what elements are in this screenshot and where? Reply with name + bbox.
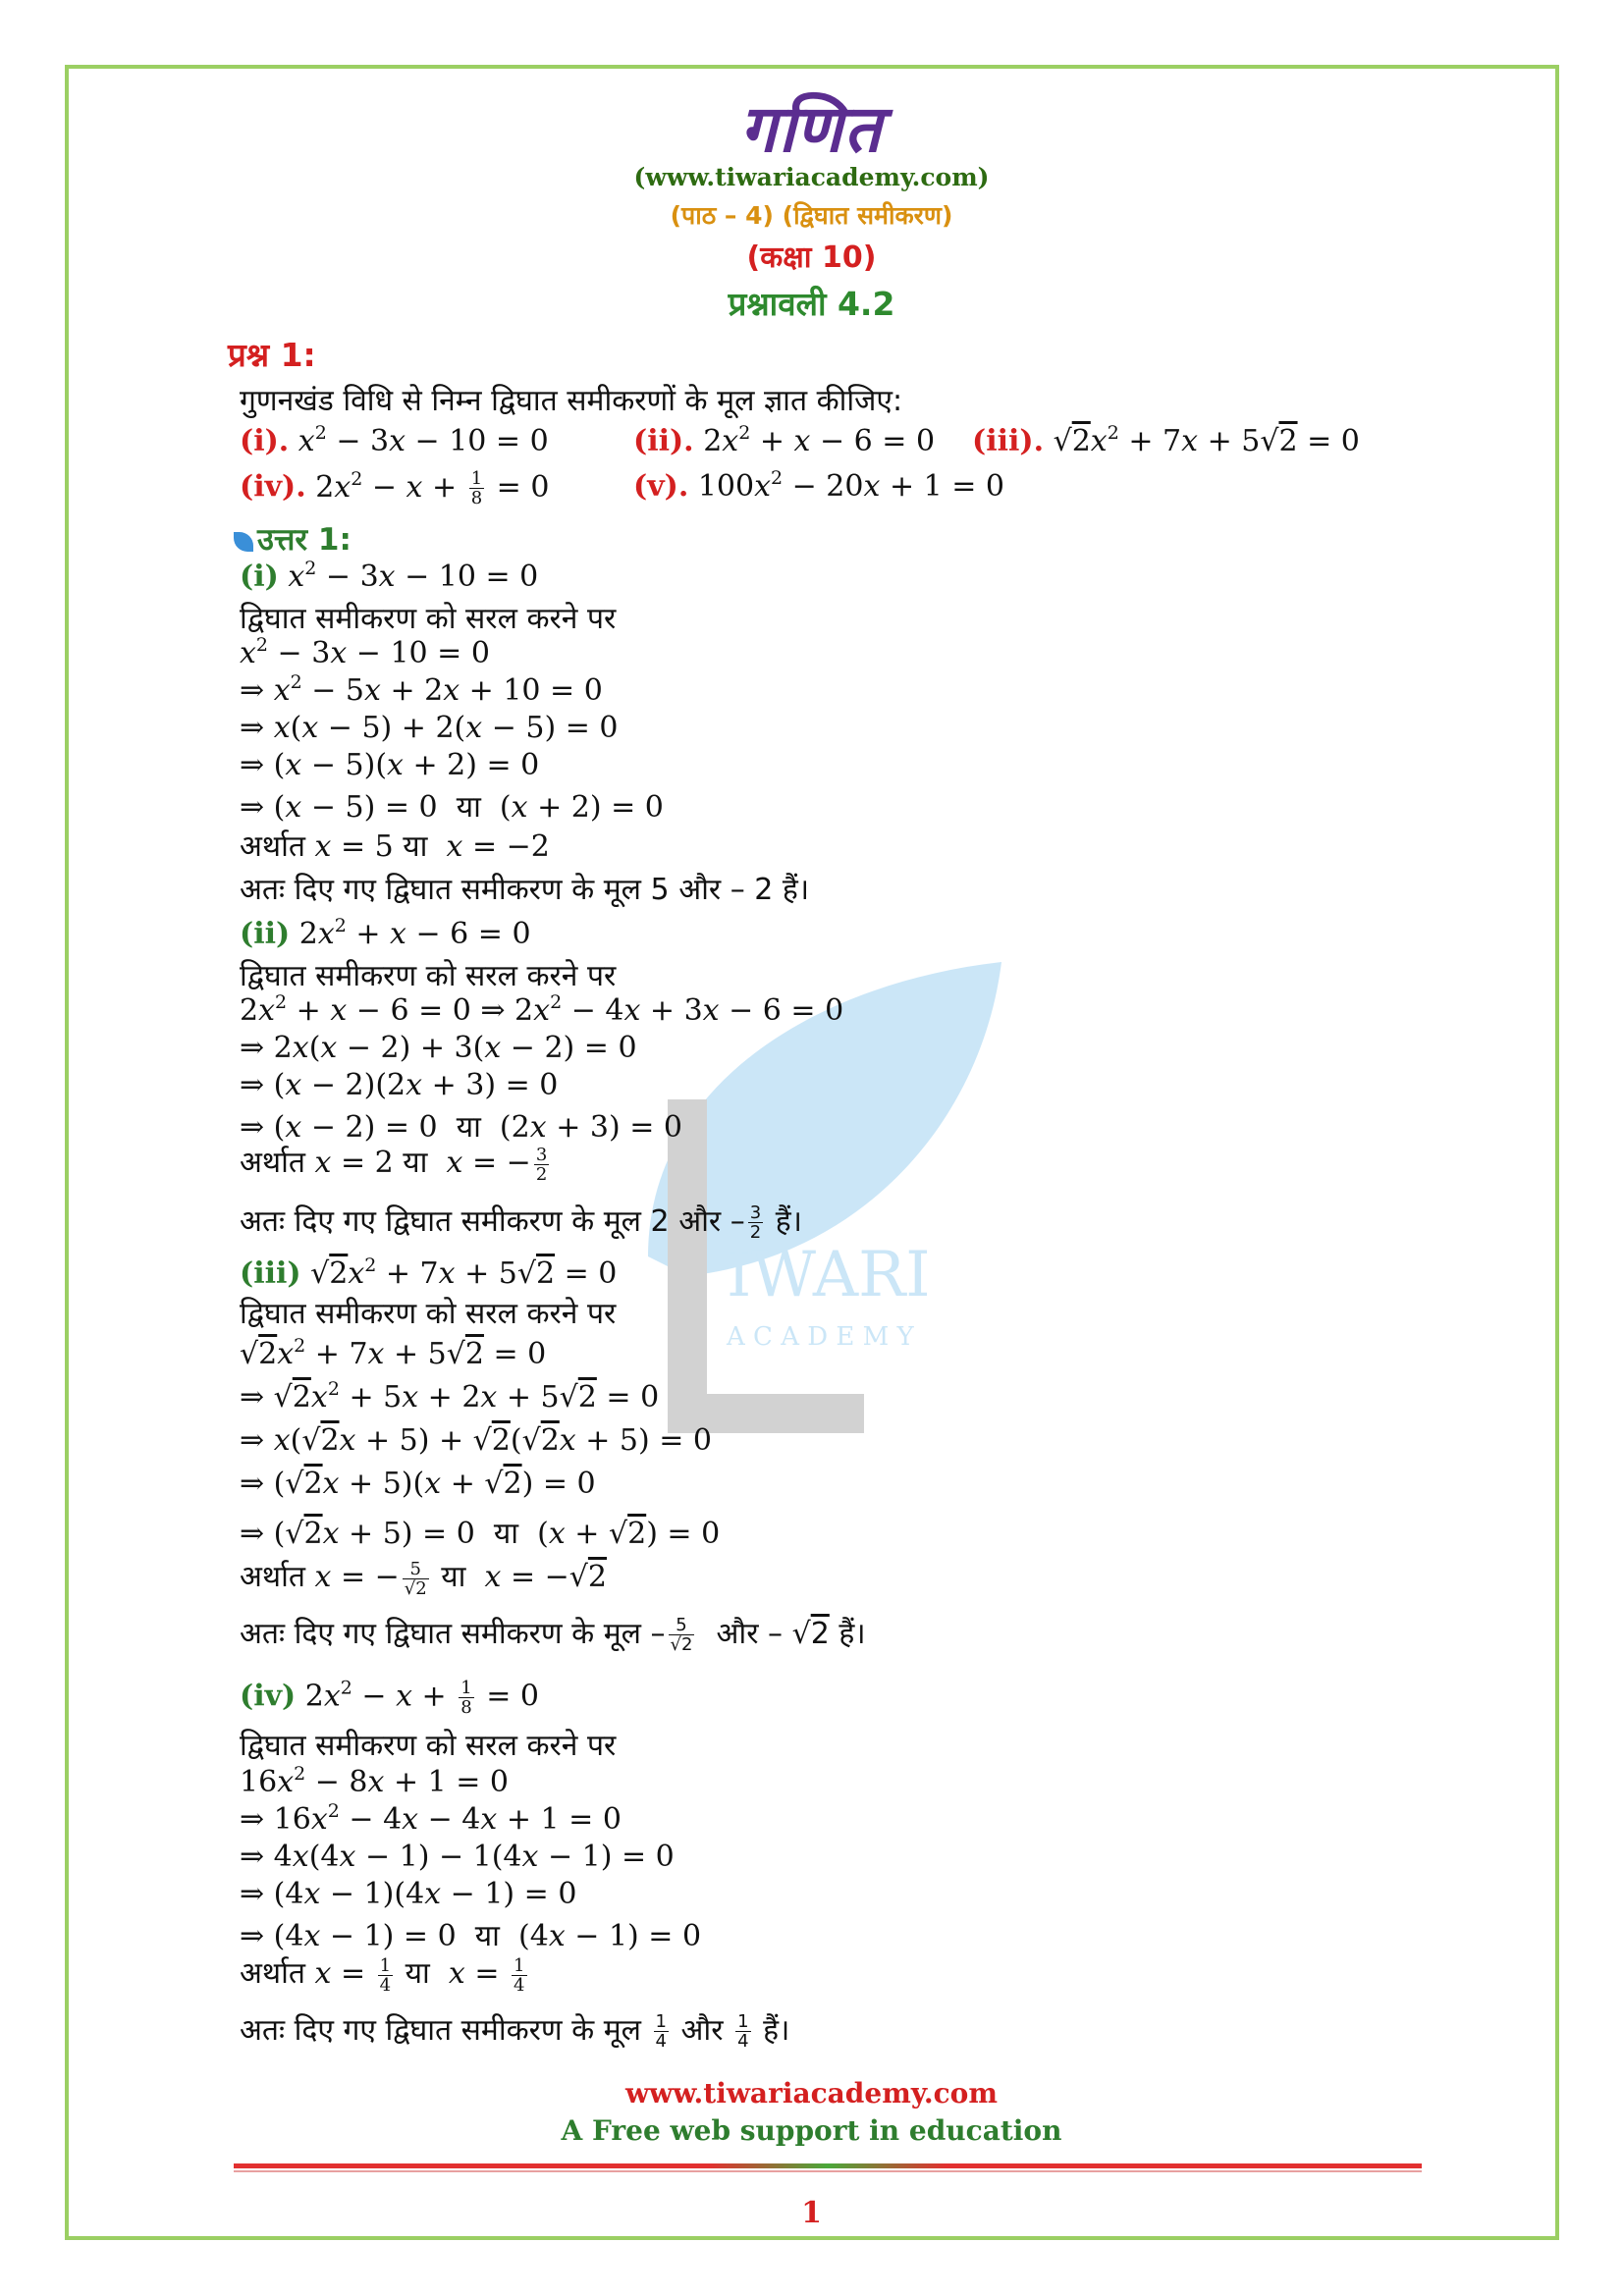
equation: $x^2 - 3x - 10 = 0$ bbox=[298, 422, 549, 458]
watermark-sub: A C A D E M Y bbox=[727, 1322, 914, 1352]
step: ⇒ 4x(4x − 1) − 1(4x − 1) = 0 bbox=[240, 1840, 675, 1874]
watermark-brand: IWARI bbox=[727, 1239, 931, 1311]
or-word: या bbox=[405, 1956, 430, 1991]
part-ii-heading: (ii) $2x^2 + x - 6 = 0$ bbox=[240, 915, 531, 951]
part-i-heading: (i) $x^2 - 3x - 10 = 0$ bbox=[240, 558, 539, 594]
question-parts-row-1 bbox=[240, 424, 549, 458]
letter-t-stem bbox=[668, 1099, 707, 1433]
roots-suffix: हैं। bbox=[775, 1204, 803, 1239]
part-label: (i) bbox=[240, 560, 279, 594]
that-is-word: अर्थात bbox=[240, 1146, 305, 1180]
simplify-text: द्विघात समीकरण को सरल करने पर bbox=[240, 602, 617, 636]
or-word: या bbox=[456, 790, 481, 825]
chapter-title: (पाठ – 4) (द्विघात समीकरण) bbox=[670, 201, 953, 230]
leaf-icon bbox=[234, 532, 253, 552]
question-part-iii bbox=[972, 424, 1360, 458]
roots-statement bbox=[240, 868, 809, 908]
step: अर्थात x = 2 या x = − $\frac{3}{2}$ bbox=[240, 1144, 548, 1185]
step: ⇒ (4x − 1)(4x − 1) = 0 bbox=[240, 1877, 577, 1911]
step: ⇒ 2x(x − 2) + 3(x − 2) = 0 bbox=[240, 1031, 637, 1065]
part-ii-label: (ii). bbox=[633, 424, 694, 458]
part-iv-heading: (iv) $2x^2 - x$ + $\frac{1}{8}$ = 0 bbox=[240, 1677, 539, 1718]
question-text: गुणनखंड विधि से निम्न द्विघात समीकरणों के मूल ज्ञात कीजिए: bbox=[240, 384, 903, 418]
footer-divider-shadow bbox=[234, 2170, 1422, 2172]
and-word: और bbox=[678, 873, 722, 907]
part-v-label: (v). bbox=[633, 469, 689, 504]
or-word: या bbox=[441, 1560, 466, 1594]
question-part-v bbox=[633, 469, 1004, 504]
and-word: और bbox=[678, 1204, 722, 1239]
simplify-text: द्विघात समीकरण को सरल करने पर bbox=[240, 1297, 617, 1331]
answer-label: उत्तर 1: bbox=[257, 522, 352, 558]
or-word: या bbox=[403, 1146, 428, 1180]
or-word: या bbox=[493, 1517, 519, 1551]
roots-prefix: अतः दिए गए द्विघात समीकरण के मूल bbox=[240, 1204, 641, 1239]
that-is-word: अर्थात bbox=[240, 829, 305, 864]
step: ⇒ (x − 2)(2x + 3) = 0 bbox=[240, 1068, 559, 1102]
roots-statement: अतः दिए गए द्विघात समीकरण के मूल $\frac{1}{4}$ और $\frac{1}{4}$ हैं। bbox=[240, 2011, 790, 2052]
roots-prefix: अतः दिए गए द्विघात समीकरण के मूल bbox=[240, 873, 641, 907]
part-label: (ii) bbox=[240, 917, 291, 951]
or-word: या bbox=[456, 1110, 481, 1145]
answer-label-row bbox=[234, 518, 352, 560]
or-word: या bbox=[474, 1919, 500, 1953]
part-iv-label: (iv). bbox=[240, 469, 306, 505]
part-i-label: (i). bbox=[240, 424, 290, 458]
equation: $100x^2 - 20x + 1 = 0$ bbox=[697, 467, 1004, 504]
simplify-text: द्विघात समीकरण को सरल करने पर bbox=[240, 959, 617, 993]
step: $x^2 - 3x - 10 = 0$ bbox=[240, 634, 490, 670]
step: ⇒ (x − 2) = 0 या (2x + 3) = 0 bbox=[240, 1110, 682, 1145]
page-number: 1 bbox=[801, 2196, 822, 2230]
that-is-word: अर्थात bbox=[240, 1956, 305, 1991]
simplify-text: द्विघात समीकरण को सरल करने पर bbox=[240, 1729, 617, 1763]
step: अर्थात x = 5 या x = −2 bbox=[240, 829, 550, 864]
step: ⇒ (√2x + 5) = 0 या (x + √2) = 0 bbox=[240, 1517, 721, 1551]
step: ⇒ $16x^2 - 4x - 4x + 1 = 0$ bbox=[240, 1800, 622, 1837]
equation: $√2x^2 + 7x + 5√2 = 0$ bbox=[1053, 422, 1360, 458]
page-title: गणित bbox=[739, 91, 884, 167]
part-label: (iv) bbox=[240, 1679, 297, 1714]
class-label: (कक्षा 10) bbox=[746, 240, 877, 275]
root-denominator: 2 bbox=[749, 1222, 762, 1243]
exercise-title: प्रश्नावली 4.2 bbox=[728, 285, 895, 323]
step: ⇒ $x^2 - 5x + 2x + 10 = 0$ bbox=[240, 671, 603, 708]
footer-url[interactable]: www.tiwariacademy.com bbox=[625, 2077, 998, 2109]
step: अर्थात x = − $\frac{5}{√2}$ या x = −√2 bbox=[240, 1558, 607, 1599]
root-numerator: 3 bbox=[749, 1202, 762, 1223]
footer-divider bbox=[234, 2163, 1422, 2168]
footer-tagline: A Free web support in education bbox=[561, 2114, 1062, 2147]
part-iii-label: (iii). bbox=[972, 424, 1045, 458]
question-part-iv bbox=[240, 469, 549, 507]
step: ⇒ $√2x^2 + 5x + 2x + 5√2 = 0$ bbox=[240, 1378, 660, 1415]
roots-prefix: अतः दिए गए द्विघात समीकरण के मूल bbox=[240, 2013, 641, 2048]
roots-suffix: हैं। bbox=[763, 2013, 790, 2048]
step: अर्थात x = $\frac{1}{4}$ या x = $\frac{1}{4}$ bbox=[240, 1954, 525, 1996]
step: $√2x^2 + 7x + 5√2 = 0$ bbox=[240, 1335, 547, 1371]
part-iii-heading: (iii) $√2x^2 + 7x + 5√2 = 0$ bbox=[240, 1255, 618, 1291]
step: ⇒ x(√2x + 5) + √2(√2x + 5) = 0 bbox=[240, 1423, 713, 1458]
step: ⇒ x(x − 5) + 2(x − 5) = 0 bbox=[240, 711, 619, 745]
step: $2x^2 + x - 6 = 0$ ⇒ $2x^2 - 4x + 3x - 6 = 0$ bbox=[240, 991, 844, 1028]
root: 5 bbox=[650, 873, 670, 907]
root: – 2 bbox=[730, 873, 774, 907]
part-label: (iii) bbox=[240, 1256, 301, 1291]
header-url: (www.tiwariacademy.com) bbox=[633, 163, 990, 191]
step: ⇒ (x − 5)(x + 2) = 0 bbox=[240, 748, 540, 782]
step: ⇒ (√2x + 5)(x + √2) = 0 bbox=[240, 1467, 596, 1501]
roots-prefix: अतः दिए गए द्विघात समीकरण के मूल bbox=[240, 1617, 641, 1651]
equation: $2x^2 - x$ + $\frac{1}{8}$ = 0 bbox=[315, 467, 550, 508]
root: 2 bbox=[650, 1204, 670, 1239]
equation: $2x^2 + x - 6 = 0$ bbox=[703, 422, 936, 458]
and-word: और bbox=[716, 1617, 759, 1651]
question-label: प्रश्न 1: bbox=[228, 336, 316, 374]
and-word: और bbox=[680, 2013, 724, 2048]
roots-suffix: हैं। bbox=[839, 1617, 866, 1651]
step: ⇒ (4x − 1) = 0 या (4x − 1) = 0 bbox=[240, 1919, 702, 1953]
step: ⇒ (x − 5) = 0 या (x + 2) = 0 bbox=[240, 790, 664, 825]
question-part-ii bbox=[633, 424, 935, 458]
root: 2 bbox=[810, 1617, 830, 1651]
that-is-word: अर्थात bbox=[240, 1560, 305, 1594]
roots-statement: अतः दिए गए द्विघात समीकरण के मूल 2 और – $\frac{3}{2}$ हैं। bbox=[240, 1202, 803, 1243]
roots-statement: अतः दिए गए द्विघात समीकरण के मूल – $\frac{5}{√2}$ और – √2 हैं। bbox=[240, 1615, 866, 1655]
roots-suffix: हैं। bbox=[782, 873, 810, 907]
or-word: या bbox=[403, 829, 428, 864]
step: $16x^2 - 8x + 1 = 0$ bbox=[240, 1763, 510, 1799]
